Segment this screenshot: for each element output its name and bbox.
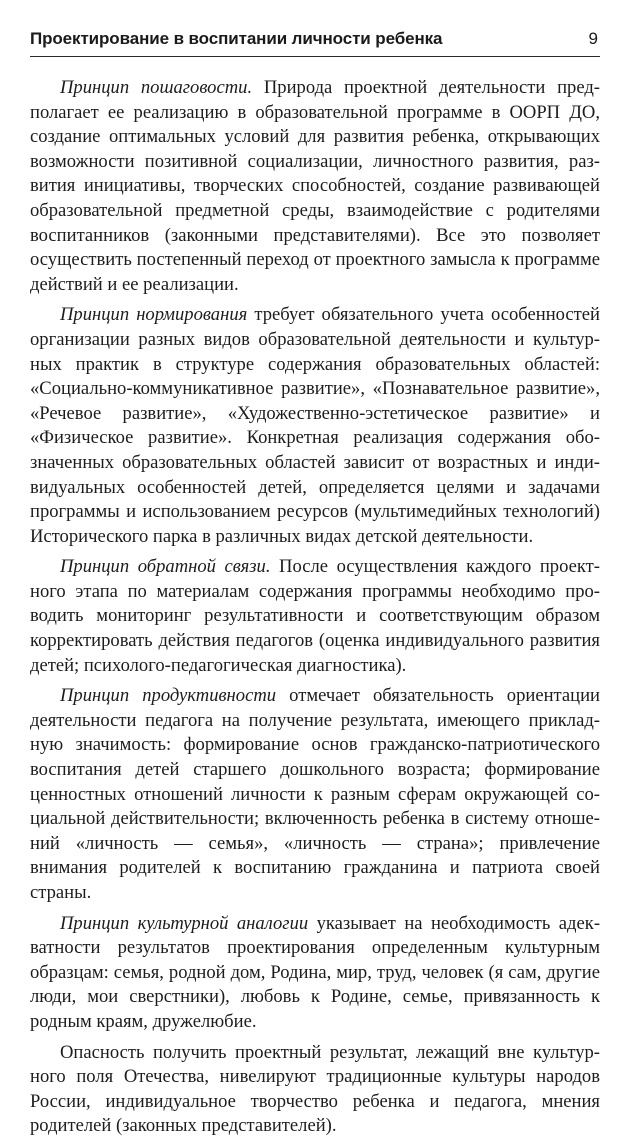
paragraph-text: Опасность получить проектный результат, лежащий вне культурного поля Отечества, нивелируют традиционные культуры народов России, индивидуальное творчество ребенка и педагога, мнения родителей (законных представителей). [30, 1041, 600, 1137]
paragraph-danger-note [30, 1041, 600, 1139]
paragraph-text: указывает на необходимость адекватности результатов проектирования определенным культурным образцам: семья, родной дом, Родина, мир, труд, человек (я сам, другие люди, мои сверстники), любовь к Родине, семье, привязанность к родным краям, дружелюбие. [30, 912, 601, 1032]
page-number: 9 [588, 29, 598, 48]
paragraph-feedback-principle [30, 555, 600, 678]
running-head [30, 28, 600, 54]
body-text [30, 76, 600, 1145]
paragraph-text: Природа проектной деятельности предполагает ее реализацию в образовательной программе в ООРП ДО, создание оптимальных условий для развития ребенка, открывающих возможности позитивной социализации, личностного развития, развития инициативы, творческих способностей, создание развивающей образовательной предметной среды, взаимодействие с родителями воспитанников (законными представителями). Все это позволяет осуществить постепенный переход от проектного замысла к программе действий и ее реализации. [30, 77, 600, 295]
paragraph-stepwise-principle [30, 76, 600, 297]
paragraph-productivity-principle [30, 684, 600, 905]
paragraph-text: требует обязательного учета особенностей организации разных видов образовательной деятельности и культурных практик в структуре содержания образовательных областей: «Социально-коммуникативное развитие», «Познавательное развитие», «Речевое развитие», «Художественно-эстетическое развитие» и «Физическое развитие». Конкретная реализация содержания обозначенных образовательных областей зависит от возрастных и индивидуальных особенностей детей, определяется целями и задачами программы и использованием ресурсов (мультимедийных технологий) Исторического парка в различных видах детской деятельности. [30, 304, 601, 547]
paragraph-normalization-principle [30, 303, 600, 549]
principle-term: Принцип продуктивности [60, 685, 277, 707]
paragraph-text: отмечает обязательность ориентации деятельности педагога на получение результата, имеющего прикладную значимость: формирование основ гражданско-патриотического воспитания детей старшего дошкольного возраста; формирование ценностных отношений личности к разным сферам окружающей социальной действительности; включенность ребенка в систему отношений «личность — семья», «личность — страна»; привлечение внимания родителей к воспитанию гражданина и патриота своей страны. [30, 685, 600, 903]
paragraph-text: После осуществления каждого проектного этапа по материалам содержания программы необходимо проводить мониторинг результативности и соответствующим образом корректировать действия педагогов (оценка индивидуального развития детей; психолого-педагогическая диагностика). [30, 556, 600, 676]
principle-term: Принцип пошаговости. [60, 77, 253, 98]
principle-term: Принцип нормирования [60, 304, 248, 326]
principle-term: Принцип обратной связи. [60, 556, 271, 578]
header-rule [30, 56, 600, 57]
principle-term: Принцип культурной аналогии [60, 912, 309, 934]
paragraph-cultural-analogy-principle [30, 912, 600, 1035]
running-title: Проектирование в воспитании личности ребенка [30, 29, 443, 48]
